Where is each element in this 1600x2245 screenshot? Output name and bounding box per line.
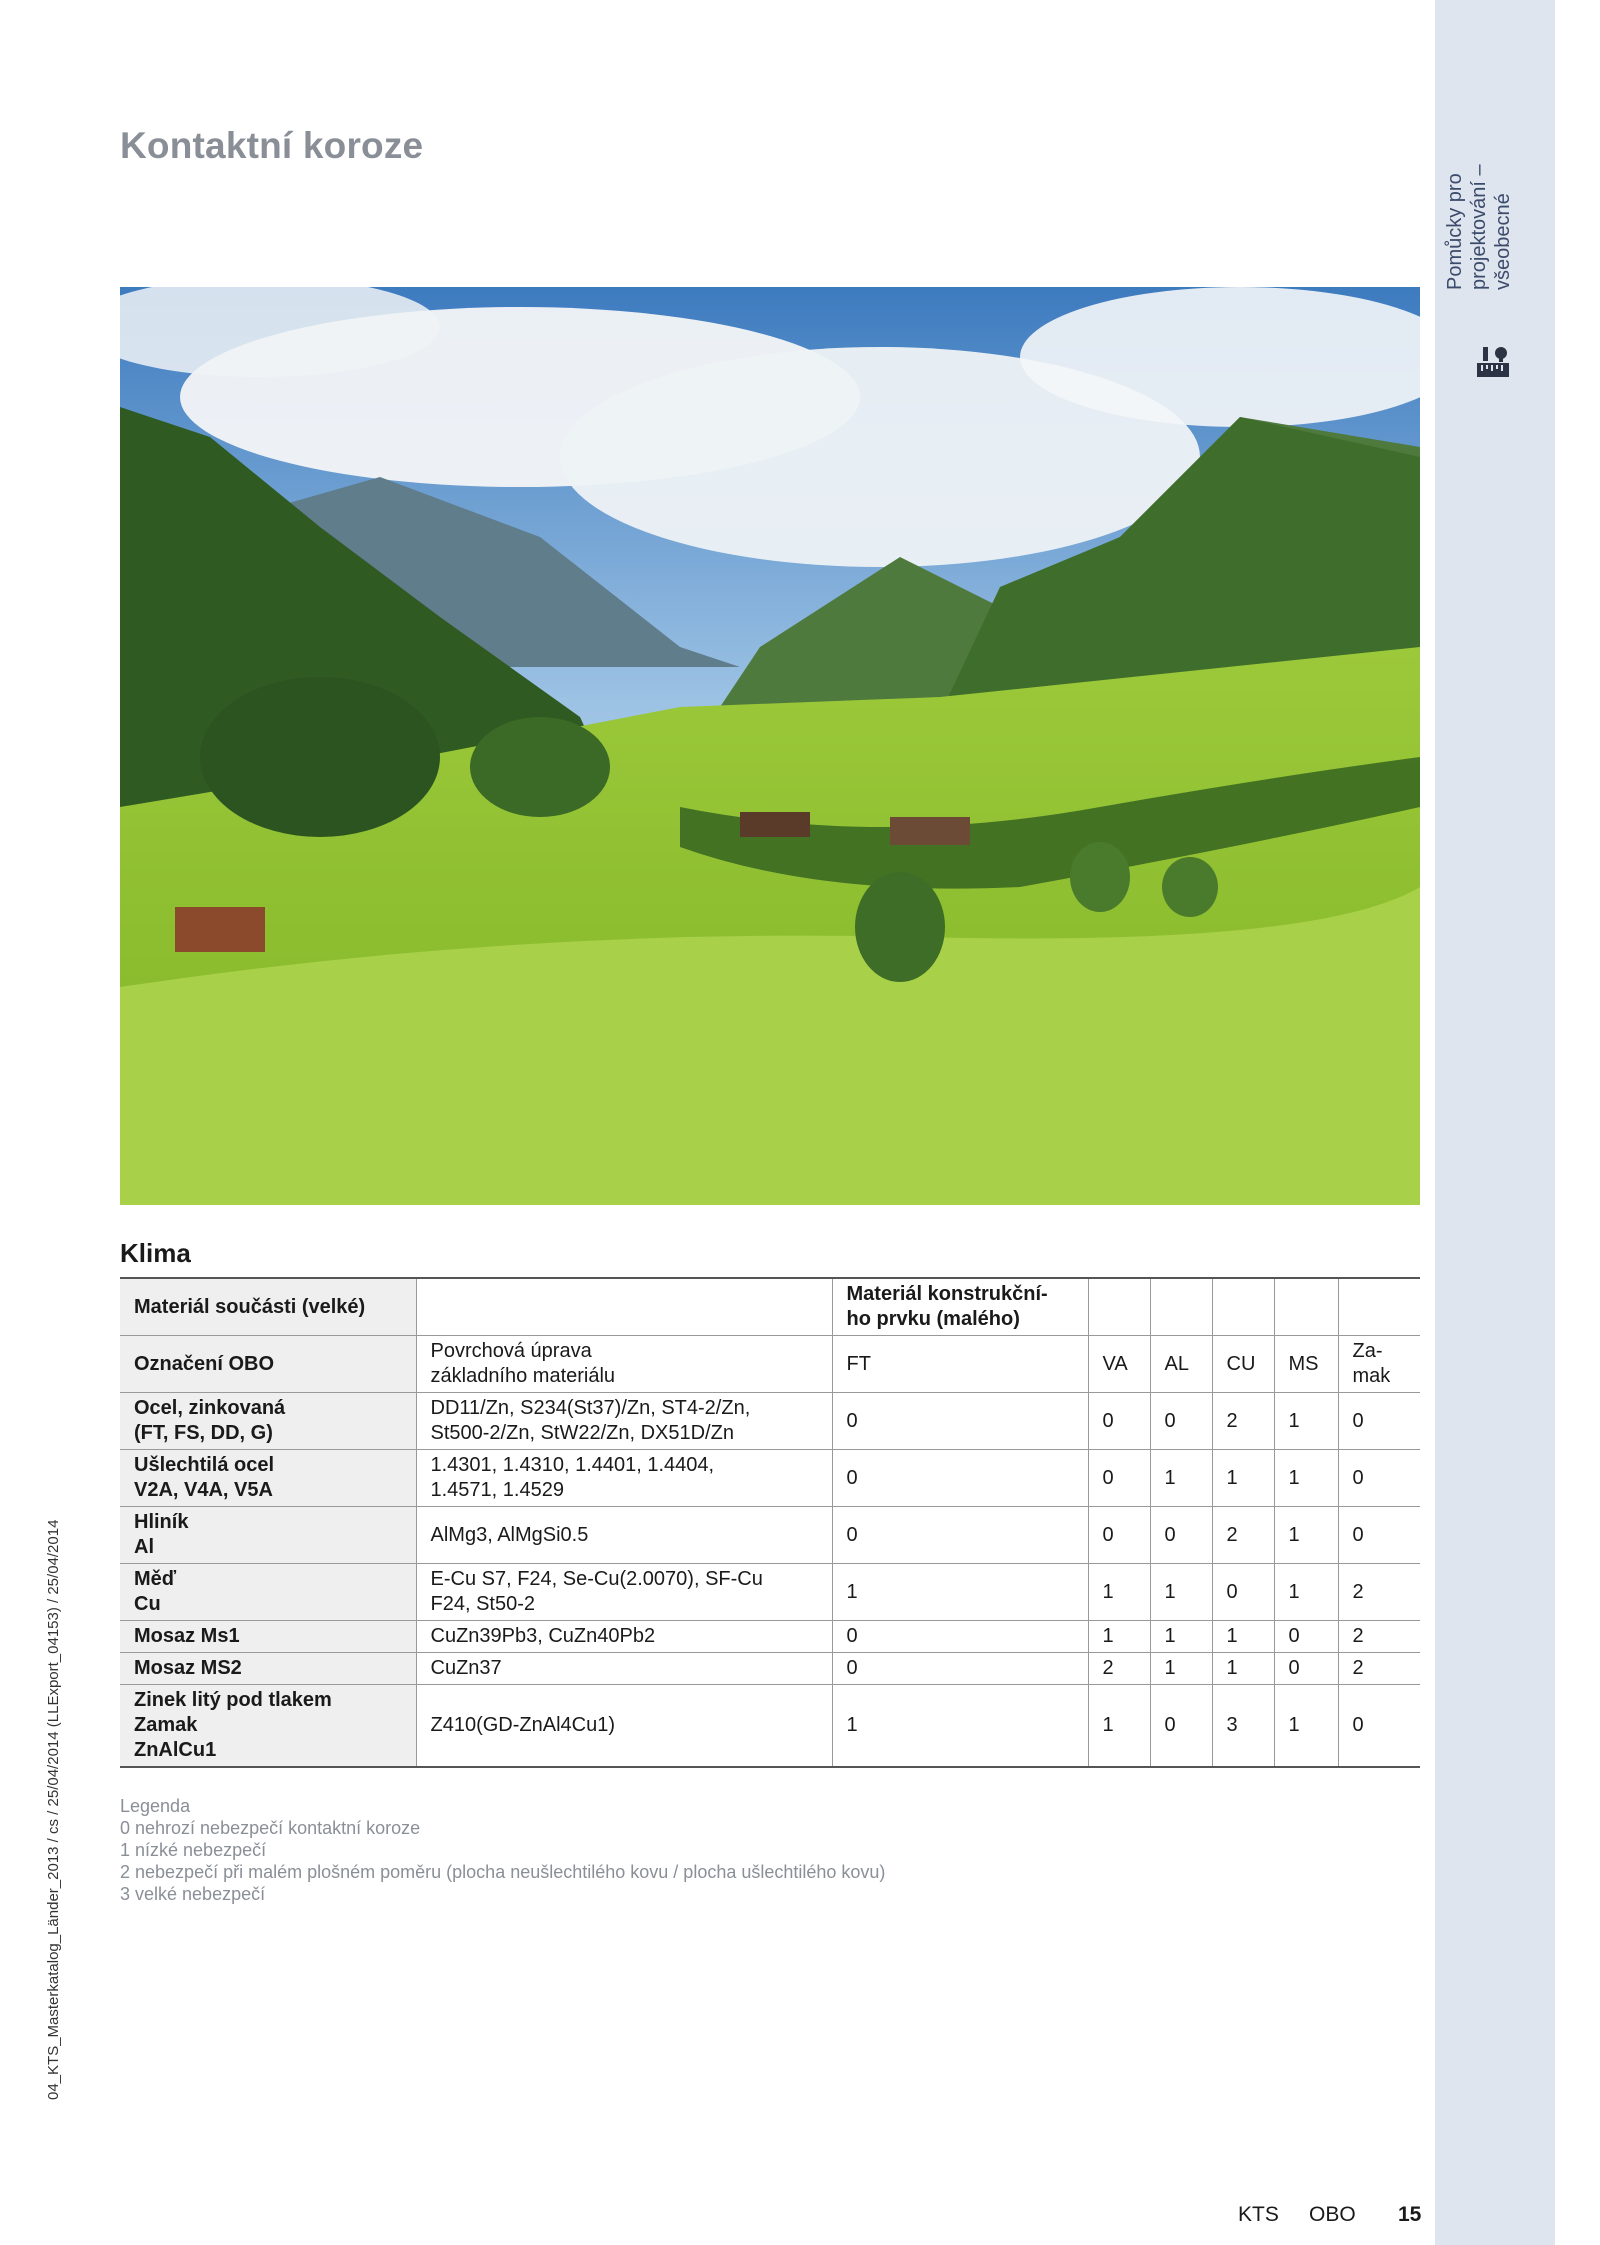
header-col-cu: CU: [1212, 1336, 1274, 1393]
row-value: 2: [1212, 1507, 1274, 1564]
header-material-small: Materiál konstrukční- ho prvku (malého): [832, 1278, 1088, 1336]
side-panel: [1435, 0, 1555, 2245]
table-row: [120, 1507, 1420, 1564]
header-empty: [1274, 1278, 1338, 1336]
row-surface: 1.4301, 1.4310, 1.4401, 1.4404, 1.4571, 1.4529: [416, 1450, 832, 1507]
legend-item: 2 nebezpečí při malém plošném poměru (plocha neušlechtilého kovu / plocha ušlechtilého kovu): [120, 1862, 886, 1882]
header-empty: [1338, 1278, 1420, 1336]
row-value: 0: [1088, 1450, 1150, 1507]
page-number: 15: [1398, 2203, 1422, 2226]
row-value: 0: [1274, 1653, 1338, 1685]
header-col-zamak: Za- mak: [1338, 1336, 1420, 1393]
row-surface: CuZn37: [416, 1653, 832, 1685]
row-value: 2: [1338, 1653, 1420, 1685]
row-material-name: Ušlechtilá ocel V2A, V4A, V5A: [120, 1450, 416, 1507]
legend: [120, 1795, 885, 1905]
row-value: 1: [1274, 1507, 1338, 1564]
table-header-row: [120, 1336, 1420, 1393]
table-row: [120, 1685, 1420, 1768]
mountain-meadow-landscape-photo: [120, 287, 1420, 1205]
row-material-name: Mosaz MS2: [120, 1653, 416, 1685]
legend-item: 3 velké nebezpečí: [120, 1884, 266, 1904]
row-value: 0: [1338, 1507, 1420, 1564]
side-label-line: projektování –: [1468, 164, 1490, 290]
header-material-large: Materiál součásti (velké): [120, 1278, 416, 1336]
row-surface: CuZn39Pb3, CuZn40Pb2: [416, 1621, 832, 1653]
row-value: 0: [832, 1450, 1088, 1507]
table-row: [120, 1564, 1420, 1621]
row-value: 1: [1088, 1685, 1150, 1768]
table-row: [120, 1621, 1420, 1653]
page-title: Kontaktní koroze: [120, 125, 424, 166]
row-value: 1: [1150, 1621, 1212, 1653]
legend-item: 0 nehrozí nebezpečí kontaktní koroze: [120, 1818, 421, 1838]
row-value: 1: [1150, 1450, 1212, 1507]
row-value: 1: [1274, 1564, 1338, 1621]
row-surface: Z410(GD-ZnAl4Cu1): [416, 1685, 832, 1768]
row-value: 1: [832, 1685, 1088, 1768]
header-empty: [1212, 1278, 1274, 1336]
header-empty: [416, 1278, 832, 1336]
row-value: 1: [832, 1564, 1088, 1621]
side-section-label: [1443, 90, 1513, 290]
corrosion-table: [120, 1277, 1420, 1768]
side-label-line: Pomůcky pro: [1444, 173, 1466, 290]
row-value: 0: [1150, 1685, 1212, 1768]
row-value: 0: [1274, 1621, 1338, 1653]
row-value: 1: [1150, 1653, 1212, 1685]
row-surface: DD11/Zn, S234(St37)/Zn, ST4-2/Zn, St500-2/Zn, StW22/Zn, DX51D/Zn: [416, 1393, 832, 1450]
row-value: 0: [832, 1653, 1088, 1685]
row-material-name: Ocel, zinkovaná (FT, FS, DD, G): [120, 1393, 416, 1450]
row-value: 3: [1212, 1685, 1274, 1768]
row-value: 0: [1150, 1507, 1212, 1564]
legend-title: Legenda: [120, 1796, 191, 1816]
footer-brand-obo: OBO: [1309, 2203, 1356, 2226]
row-material-name: Měď Cu: [120, 1564, 416, 1621]
row-material-name: Mosaz Ms1: [120, 1621, 416, 1653]
row-value: 1: [1212, 1450, 1274, 1507]
document-meta: 04_KTS_Masterkatalog_Länder_2013 / cs / 25/04/2014 (LLExport_04153) / 25/04/2014: [45, 1519, 62, 2100]
row-surface: E-Cu S7, F24, Se-Cu(2.0070), SF-Cu F24, St50-2: [416, 1564, 832, 1621]
row-value: 2: [1088, 1653, 1150, 1685]
row-value: 0: [832, 1393, 1088, 1450]
row-value: 0: [1212, 1564, 1274, 1621]
row-value: 0: [1150, 1393, 1212, 1450]
row-value: 1: [1088, 1621, 1150, 1653]
table-row: [120, 1393, 1420, 1450]
header-empty: [1088, 1278, 1150, 1336]
row-value: 2: [1212, 1393, 1274, 1450]
side-label-line: všeobecné: [1492, 193, 1514, 290]
header-col-ms: MS: [1274, 1336, 1338, 1393]
row-value: 0: [1338, 1685, 1420, 1768]
header-obo-designation: Označení OBO: [120, 1336, 416, 1393]
section-heading: Klima: [120, 1238, 191, 1268]
row-value: 1: [1088, 1564, 1150, 1621]
row-surface: AlMg3, AlMgSi0.5: [416, 1507, 832, 1564]
row-value: 0: [1338, 1393, 1420, 1450]
legend-item: 1 nízké nebezpečí: [120, 1840, 267, 1860]
row-value: 0: [832, 1507, 1088, 1564]
tools-ruler-icon: [1475, 345, 1511, 381]
row-value: 0: [1338, 1450, 1420, 1507]
row-value: 1: [1212, 1653, 1274, 1685]
row-value: 1: [1274, 1393, 1338, 1450]
header-col-ft: FT: [832, 1336, 1088, 1393]
row-value: 2: [1338, 1621, 1420, 1653]
header-col-al: AL: [1150, 1336, 1212, 1393]
row-value: 1: [1212, 1621, 1274, 1653]
table-row: [120, 1653, 1420, 1685]
row-value: 0: [1088, 1393, 1150, 1450]
row-value: 2: [1338, 1564, 1420, 1621]
row-value: 0: [832, 1621, 1088, 1653]
row-material-name: Zinek litý pod tlakem Zamak ZnAlCu1: [120, 1685, 416, 1768]
row-material-name: Hliník Al: [120, 1507, 416, 1564]
row-value: 1: [1150, 1564, 1212, 1621]
table-row: [120, 1450, 1420, 1507]
row-value: 0: [1088, 1507, 1150, 1564]
row-value: 1: [1274, 1685, 1338, 1768]
header-col-va: VA: [1088, 1336, 1150, 1393]
footer-brand-kts: KTS: [1238, 2203, 1279, 2226]
header-empty: [1150, 1278, 1212, 1336]
header-surface: Povrchová úprava základního materiálu: [416, 1336, 832, 1393]
row-value: 1: [1274, 1450, 1338, 1507]
table-header-row: [120, 1278, 1420, 1336]
